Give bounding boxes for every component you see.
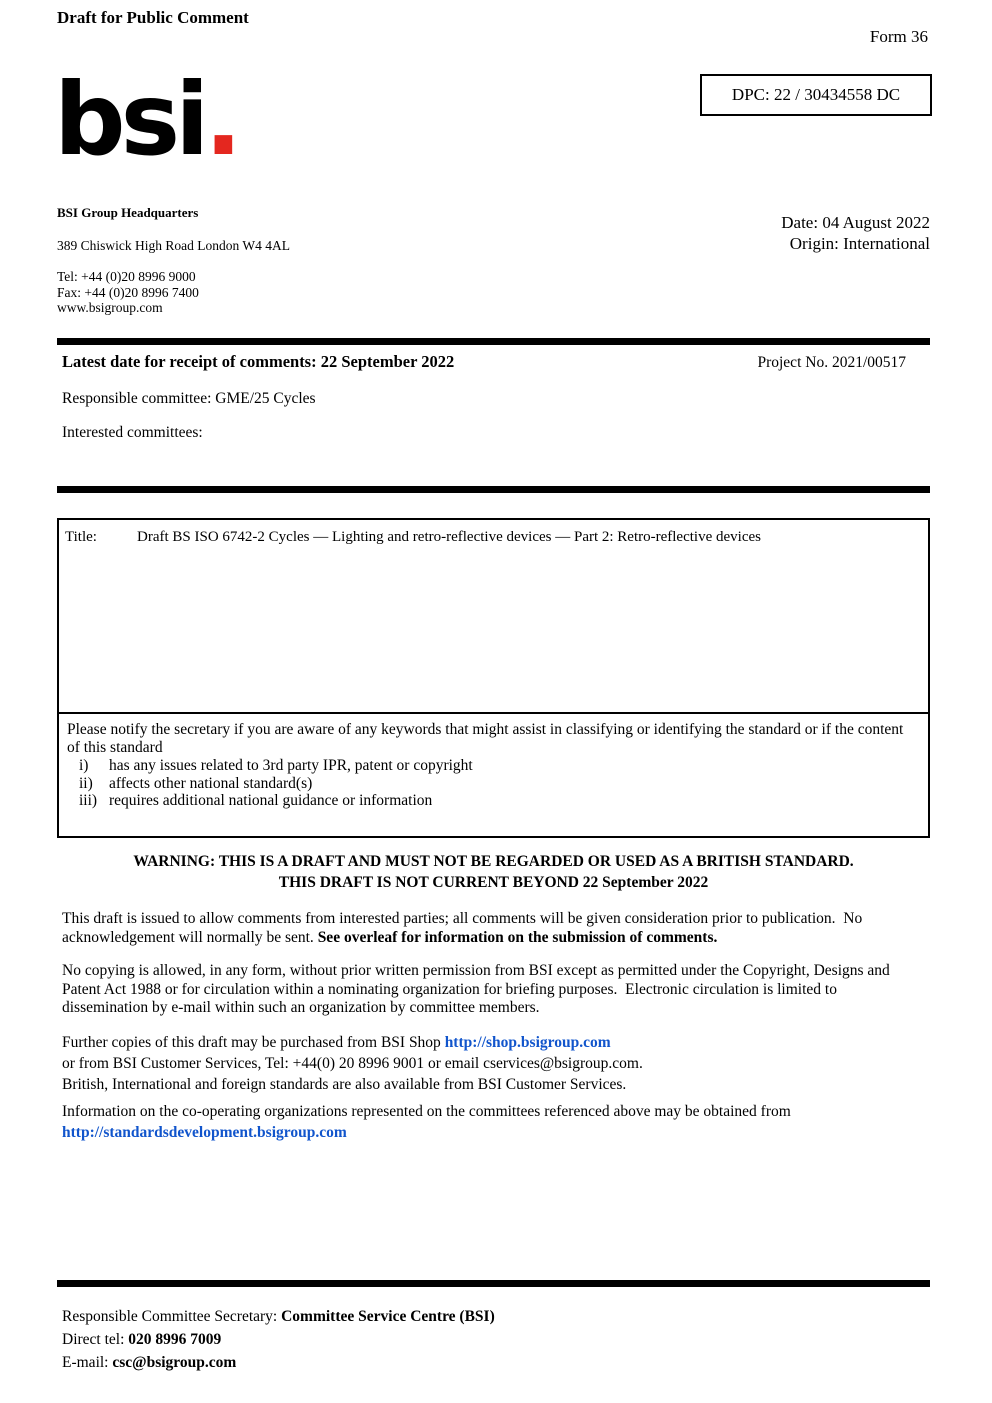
list-item-text: affects other national standard(s) xyxy=(109,774,313,792)
list-item-number: ii) xyxy=(79,774,93,792)
list-item-text: requires additional national guidance or information xyxy=(109,792,433,809)
warning-line-1: WARNING: THIS IS A DRAFT AND MUST NOT BE REGARDED OR USED AS A BRITISH STANDARD. xyxy=(133,853,854,870)
bsi-logo-text: bsi xyxy=(54,61,205,178)
direct-tel-label: Direct tel: xyxy=(62,1331,129,1348)
paragraph-copyright xyxy=(62,962,924,1018)
bsi-logo xyxy=(54,61,238,178)
secretary-line xyxy=(62,1305,495,1328)
list-item xyxy=(79,775,920,793)
paragraph-comments-info xyxy=(62,910,924,947)
warning-line-2: THIS DRAFT IS NOT CURRENT BEYOND 22 September 2022 xyxy=(278,874,709,891)
keywords-box xyxy=(57,712,930,838)
street-address: 389 Chiswick High Road London W4 4AL xyxy=(57,238,290,253)
paragraph-purchase-info xyxy=(62,1032,924,1095)
title-box xyxy=(57,518,930,714)
interested-committees: Interested committees: xyxy=(62,424,203,441)
paragraph-text: Further copies of this draft may be purchased from BSI Shop xyxy=(62,1034,445,1051)
tel-line: Tel: +44 (0)20 8996 9000 xyxy=(57,269,196,284)
direct-tel-value: 020 8996 7009 xyxy=(128,1331,222,1348)
paragraph-text-bold: See overleaf for information on the submission of comments. xyxy=(317,928,718,946)
email-value: csc@bsigroup.com xyxy=(112,1354,237,1371)
purchase-line-3: British, International and foreign standards are also available from BSI Customer Services. xyxy=(62,1076,627,1093)
list-item xyxy=(79,757,920,775)
email-line xyxy=(62,1351,495,1374)
project-number: Project No. 2021/00517 xyxy=(757,354,906,371)
address-block xyxy=(57,205,290,316)
divider-rule-bottom xyxy=(57,1280,930,1287)
bsi-shop-link[interactable]: http://shop.bsigroup.com xyxy=(444,1034,611,1051)
secretary-block xyxy=(62,1305,495,1374)
warning-notice xyxy=(57,851,930,893)
dpc-reference: DPC: 22 / 30434558 DC xyxy=(731,85,901,104)
list-item-number: i) xyxy=(79,757,89,774)
list-item xyxy=(79,792,920,810)
keywords-list xyxy=(67,757,920,810)
standards-development-link[interactable]: http://standardsdevelopment.bsigroup.com xyxy=(62,1124,347,1141)
list-item-number: iii) xyxy=(79,792,98,809)
email-label: E-mail: xyxy=(62,1354,113,1371)
comments-deadline-row xyxy=(57,352,930,372)
paragraph-text: This draft is issued to allow comments from interested parties; all comments will be given consideration prior to publication. No acknowledgement will normally be sent. xyxy=(62,910,867,946)
standard-title: Draft BS ISO 6742-2 Cycles — Lighting and retro-reflective devices — Part 2: Retro-reflective devices xyxy=(137,529,761,545)
purchase-line-1 xyxy=(62,1032,924,1053)
form-number: Form 36 xyxy=(869,27,928,46)
fax-line: Fax: +44 (0)20 8996 7400 xyxy=(57,284,199,300)
secretary-label: Responsible Committee Secretary: xyxy=(62,1308,282,1325)
bsi-logo-dot: . xyxy=(204,61,238,178)
paragraph-text: No copying is allowed, in any form, without prior written permission from BSI except as permitted under the Copyright, Designs and Patent Act 1988 or for circulation within a nominating organization for briefing purposes. Electronic circulation is limited to dissemination by e-mail within such an organization by committee members. xyxy=(62,962,894,1016)
divider-rule-middle xyxy=(57,486,930,493)
divider-rule-top xyxy=(57,338,930,345)
paragraph-cooperating-orgs xyxy=(62,1101,924,1143)
dpc-reference-box xyxy=(700,74,932,116)
page-title: Draft for Public Comment xyxy=(57,8,249,27)
coop-line-1: Information on the co-operating organizations represented on the committees referenced above may be obtained from xyxy=(62,1103,791,1120)
origin-line: Origin: International xyxy=(789,234,930,253)
latest-date-label: Latest date for receipt of comments: 22 September 2022 xyxy=(62,352,455,371)
hq-label: BSI Group Headquarters xyxy=(57,205,199,220)
keywords-intro: Please notify the secretary if you are aware of any keywords that might assist in classifying or identifying the standard or if the content of this standard xyxy=(67,721,904,756)
title-label: Title: xyxy=(65,529,97,545)
direct-tel-line xyxy=(62,1328,495,1351)
website-line: www.bsigroup.com xyxy=(57,300,163,315)
secretary-value: Committee Service Centre (BSI) xyxy=(281,1308,495,1325)
list-item-text: has any issues related to 3rd party IPR, patent or copyright xyxy=(109,757,473,774)
responsible-committee: Responsible committee: GME/25 Cycles xyxy=(62,390,316,407)
purchase-line-2: or from BSI Customer Services, Tel: +44(0) 20 8996 9001 or email cservices@bsigroup.com. xyxy=(62,1055,643,1072)
date-origin-block xyxy=(781,212,930,254)
date-line: Date: 04 August 2022 xyxy=(781,213,930,232)
